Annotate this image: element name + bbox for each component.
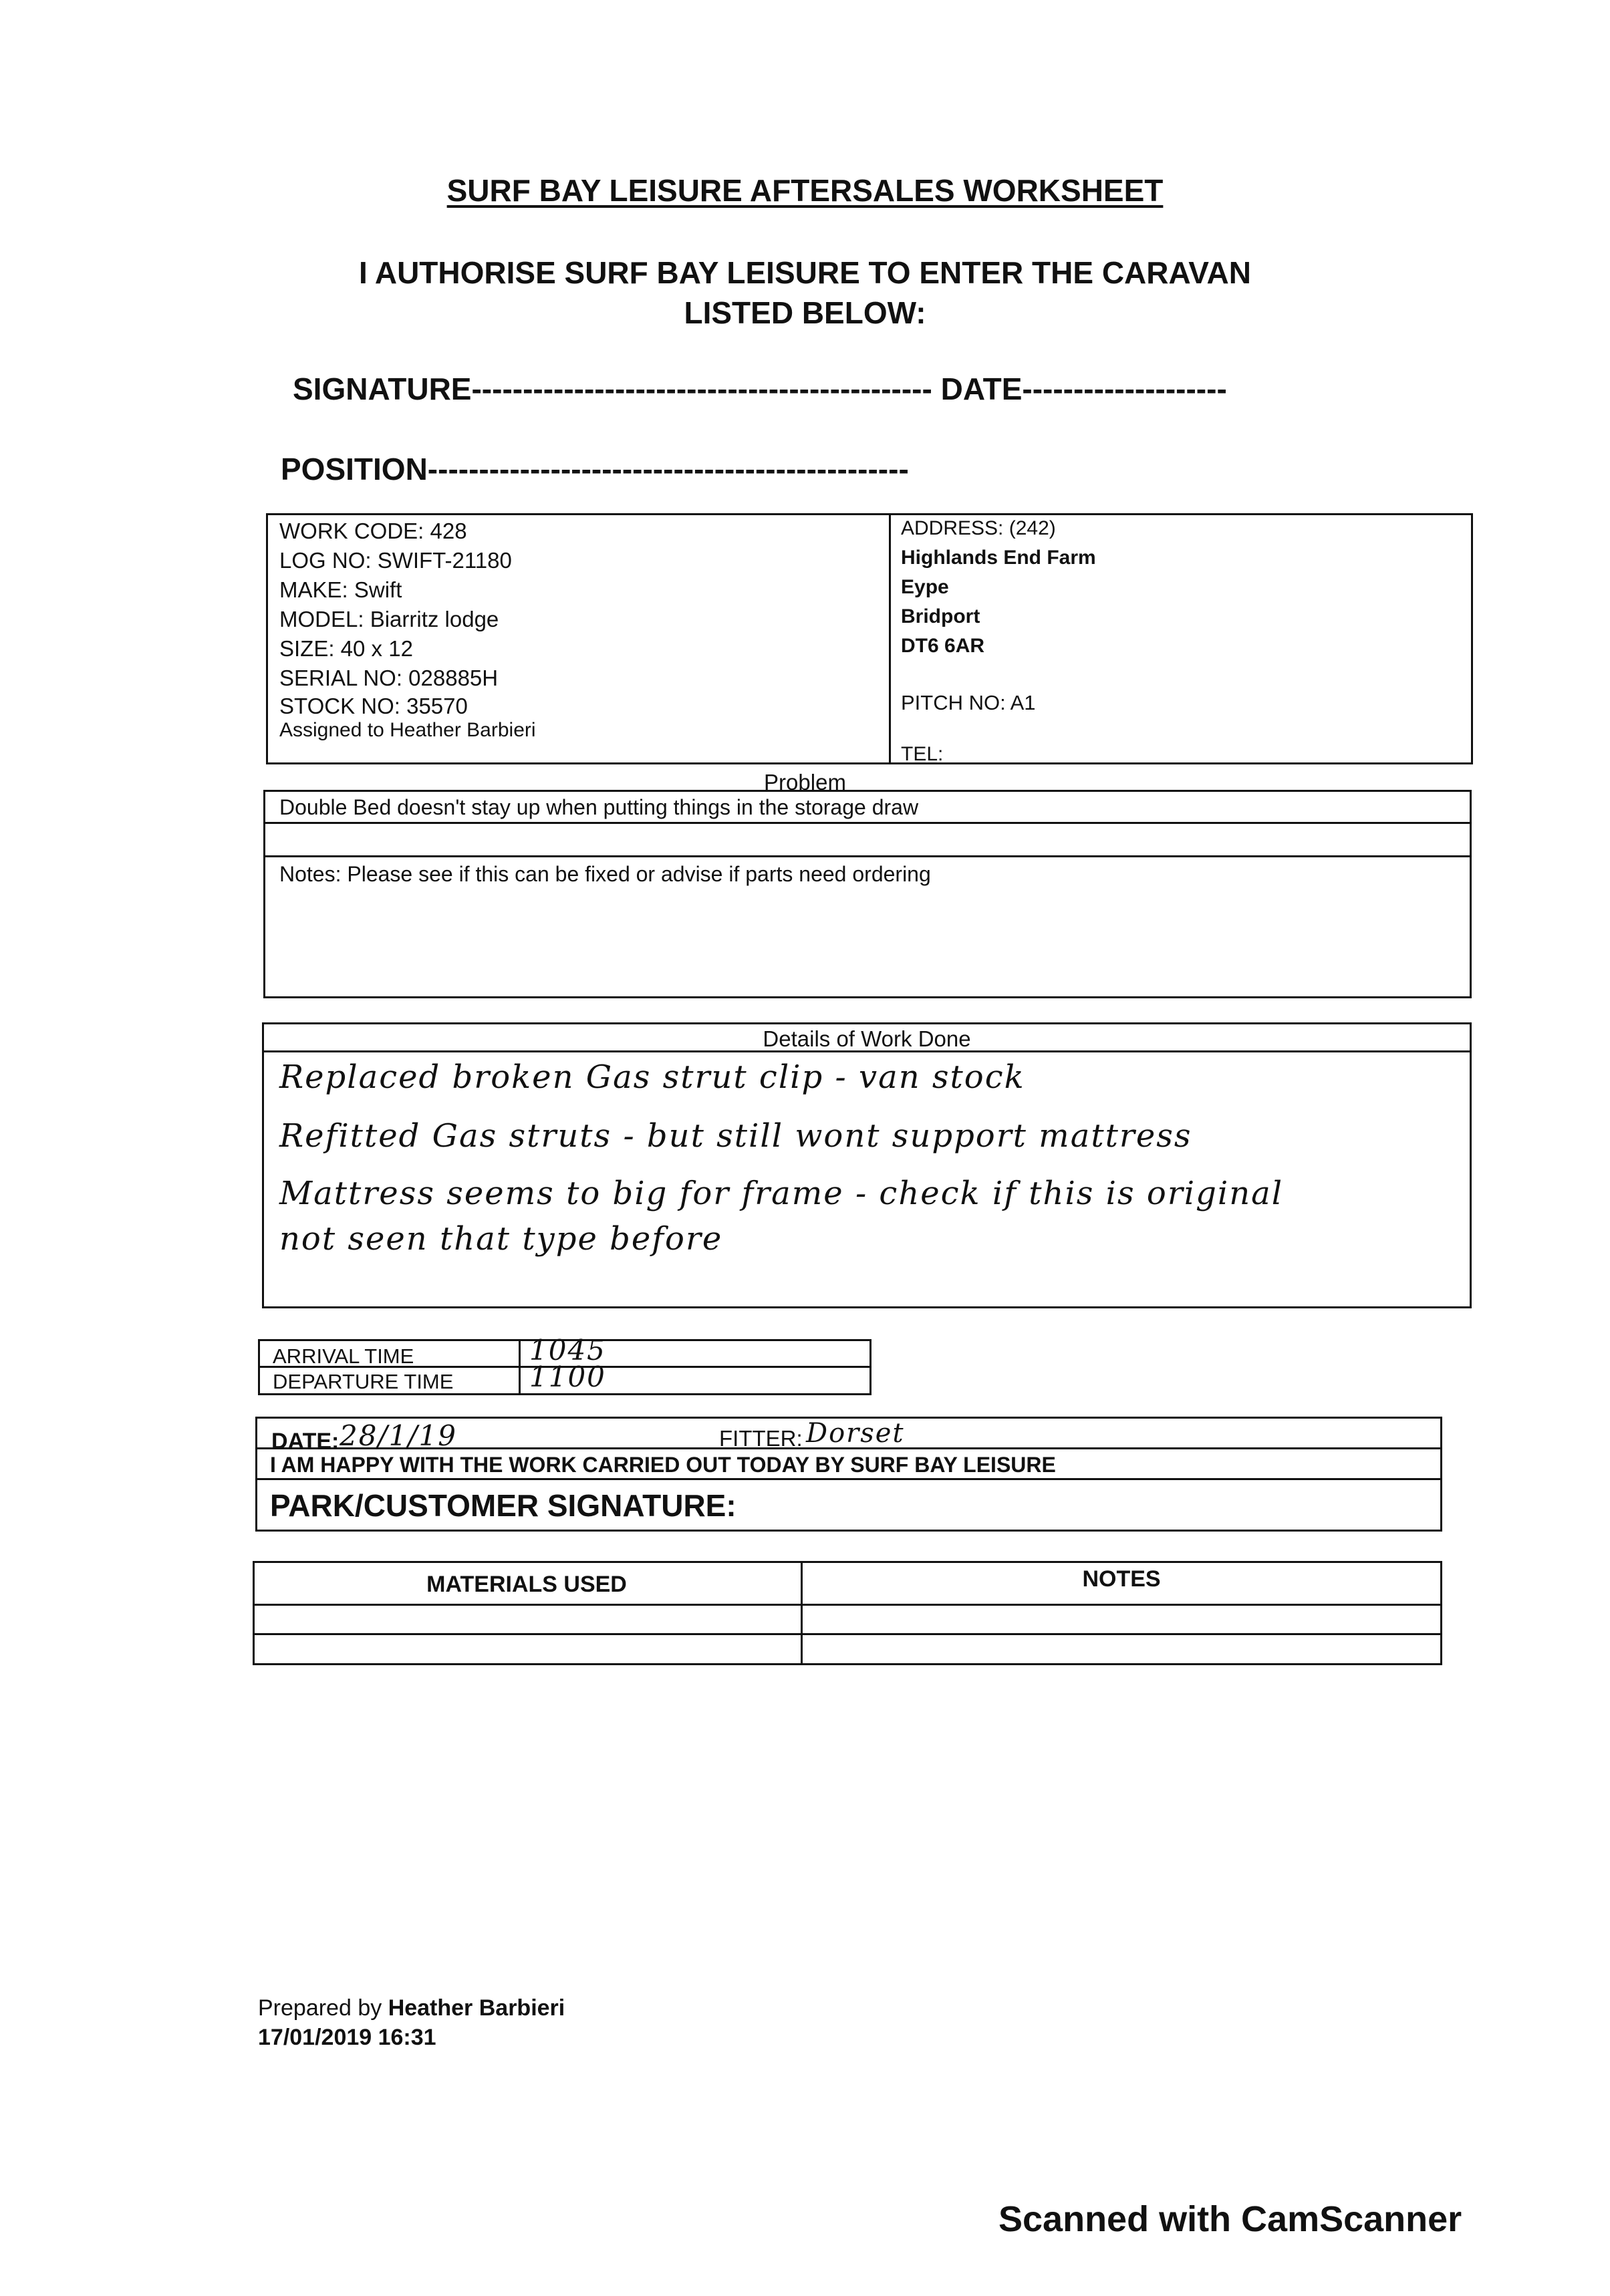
departure-time-label: DEPARTURE TIME [273, 1370, 454, 1393]
worksheet-title: SURF BAY LEISURE AFTERSALES WORKSHEET [446, 173, 1164, 208]
size: SIZE: 40 x 12 [279, 636, 413, 661]
scanner-watermark: Scanned with CamScanner [998, 2199, 1462, 2239]
signature-date-line: SIGNATURE--------------------------------------------- DATE-------------------- [293, 372, 1227, 406]
departure-time-value: 1100 [529, 1360, 606, 1393]
satisfaction-statement: I AM HAPPY WITH THE WORK CARRIED OUT TODAY BY SURF BAY LEISURE [270, 1453, 1056, 1477]
model: MODEL: Biarritz lodge [279, 607, 499, 631]
prepared-by-name: Heather Barbieri [388, 1995, 565, 2021]
pitch-no: PITCH NO: A1 [901, 691, 1036, 714]
authorisation-line-2: LISTED BELOW: [684, 295, 926, 330]
materials-used-header: MATERIALS USED [426, 1572, 627, 1597]
materials-row-divider-2 [253, 1633, 1442, 1635]
work-code: WORK CODE: 428 [279, 519, 467, 543]
authorisation-line-1: I AUTHORISE SURF BAY LEISURE TO ENTER THE CARAVAN [359, 255, 1251, 290]
make: MAKE: Swift [279, 577, 402, 602]
problem-description: Double Bed doesn't stay up when putting things in the storage draw [279, 795, 919, 819]
prepared-by-label: Prepared by [258, 1995, 382, 2021]
fitter-value: Dorset [806, 1418, 905, 1449]
work-done-line: Refitted Gas struts - but still wont support mattress [279, 1117, 1192, 1155]
arrival-time-value: 1045 [529, 1334, 606, 1367]
work-done-line: Mattress seems to big for frame - check if this is original [279, 1175, 1284, 1212]
address-line-3: Bridport [901, 605, 980, 627]
address-line-4: DT6 6AR [901, 635, 985, 657]
authorisation-statement [0, 253, 1610, 333]
customer-signature-label: PARK/CUSTOMER SIGNATURE: [270, 1488, 736, 1523]
fitter-label: FITTER: [719, 1426, 803, 1451]
work-done-line: Replaced broken Gas strut clip - van stock [279, 1058, 1025, 1096]
vehicle-address-divider [889, 513, 891, 764]
materials-row-divider-1 [253, 1604, 1442, 1606]
problem-notes: Notes: Please see if this can be fixed or advise if parts need ordering [279, 862, 931, 886]
prepared-datetime: 17/01/2019 16:31 [258, 2025, 436, 2050]
address-line-2: Eype [901, 576, 949, 598]
assigned-to: Assigned to Heather Barbieri [279, 719, 536, 741]
notes-header: NOTES [1082, 1566, 1161, 1592]
address-label: ADDRESS: (242) [901, 517, 1056, 539]
arrival-time-label: ARRIVAL TIME [273, 1344, 414, 1368]
position-line: POSITION----------------------------------------------- [281, 452, 909, 486]
problem-row-divider-1 [263, 822, 1472, 824]
times-col-divider [519, 1339, 521, 1395]
problem-heading: Problem [764, 770, 846, 795]
problem-box [263, 790, 1472, 998]
tel: TEL: [901, 743, 944, 765]
stock-no: STOCK NO: 35570 [279, 694, 468, 718]
log-no: LOG NO: SWIFT-21180 [279, 548, 512, 573]
work-done-heading: Details of Work Done [763, 1026, 971, 1051]
prepared-by [258, 1995, 565, 2021]
date-value: 28/1/19 [340, 1419, 457, 1452]
problem-row-divider-2 [263, 855, 1472, 857]
work-done-line: not seen that type before [279, 1220, 723, 1258]
date-label: DATE: [271, 1429, 340, 1454]
serial-no: SERIAL NO: 028885H [279, 666, 499, 690]
address-line-1: Highlands End Farm [901, 547, 1096, 569]
signoff-divider-2 [255, 1478, 1442, 1480]
